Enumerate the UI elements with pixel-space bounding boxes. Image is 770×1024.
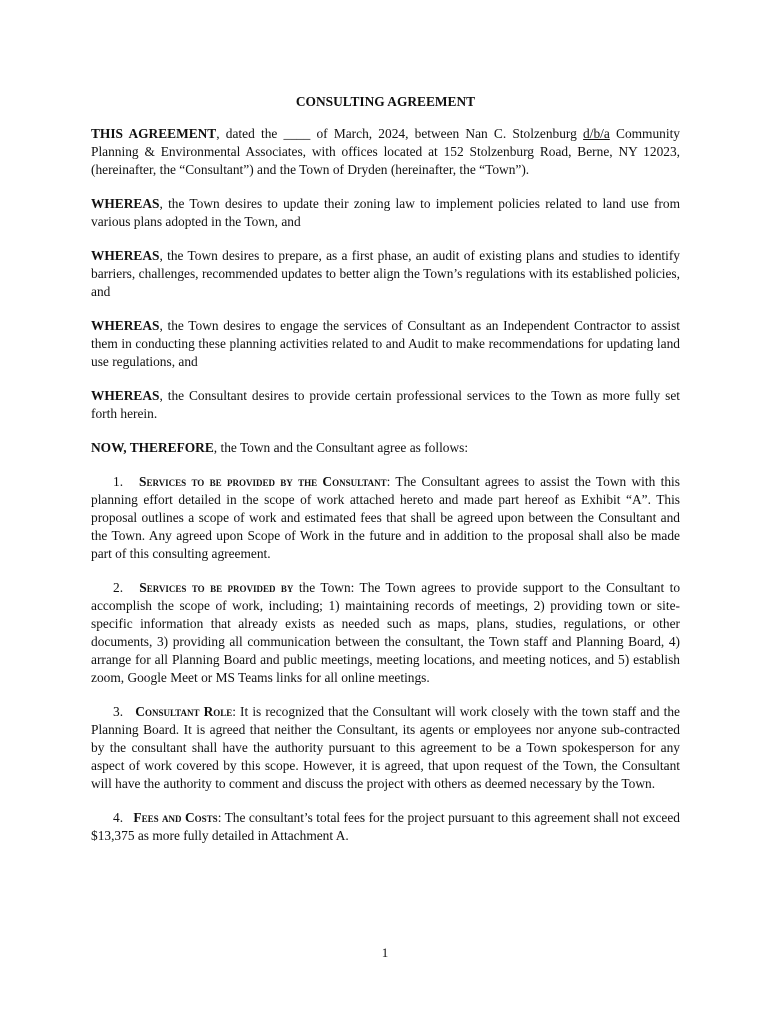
whereas-text: , the Town desires to update their zoning law to implement policies related to land use from various plans adopted in the Town, and: [91, 196, 680, 229]
whereas-lead: WHEREAS: [91, 196, 160, 211]
intro-text-pre: , dated the ____ of March, 2024, between Nan C. Stolzenburg: [216, 126, 584, 141]
whereas-paragraph-3: [91, 317, 680, 371]
section-text: the Town: The Town agrees to provide support to the Consultant to accomplish the scope of work, including; 1) maintaining records of meetings, 2) providing town or site-specific information that already exists as needed such as maps, plans, studies, regulations, or other documents, 3) providing all communication between the consultant, the Town staff and Planning Board, 4) arrange for all Planning Board and public meetings, meeting locations, and meeting notices, and 5) establish zoom, Google Meet or MS Teams links for all online meetings.: [91, 580, 681, 685]
document-title: CONSULTING AGREEMENT: [295, 94, 476, 109]
intro-dba: d/b/a: [583, 126, 610, 141]
section-heading: Services to be provided by the Consultant: [139, 474, 387, 489]
whereas-text: , the Consultant desires to provide certain professional services to the Town as more fully set forth herein.: [91, 388, 680, 421]
section-heading: Consultant Role: [135, 704, 233, 719]
section-text: : It is recognized that the Consultant will work closely with the town staff and the Planning Board. It is agreed that neither the Consultant, its agents or employees nor anyone sub-contracted by the consultant shall have the authority pursuant to this agreement to be a Town spokesperson for any aspect of work covered by this scope. However, it is agreed, that upon request of the Town, the Consultant will have the authority to comment and discuss the project with others as deemed necessary by the Town.: [91, 704, 680, 791]
section-text: : The consultant’s total fees for the project pursuant to this agreement shall not exceed $13,375 as more fully detailed in Attachment A.: [91, 810, 680, 843]
section-3: [91, 703, 680, 793]
section-number: 2.: [113, 580, 124, 595]
section-heading: Services to be provided by: [139, 580, 294, 595]
whereas-lead: WHEREAS: [91, 388, 160, 403]
section-1: [91, 473, 680, 563]
whereas-paragraph-2: [91, 247, 680, 301]
section-text: : The Consultant agrees to assist the Town with this planning effort detailed in the scope of work attached hereto and made part hereof as Exhibit “A”. This proposal outlines a scope of work and estimated fees that shall be agreed upon between the Consultant and the Town. Any agreed upon Scope of Work in the future and in addition to the proposal shall also be made part of this consulting agreement.: [91, 474, 680, 561]
section-number: 1.: [113, 474, 124, 489]
therefore-text: , the Town and the Consultant agree as follows:: [213, 440, 469, 455]
whereas-text: , the Town desires to prepare, as a first phase, an audit of existing plans and studies to identify barriers, challenges, recommended updates to better align the Town’s regulations with its established policies, and: [91, 248, 680, 299]
whereas-lead: WHEREAS: [91, 248, 160, 263]
whereas-lead: WHEREAS: [91, 318, 160, 333]
intro-lead: THIS AGREEMENT: [91, 126, 217, 141]
section-4: [91, 809, 680, 845]
page-number: 1: [381, 945, 389, 960]
document-page: [91, 93, 680, 861]
therefore-lead: NOW, THEREFORE: [91, 440, 214, 455]
section-heading: Fees and Costs: [133, 810, 218, 825]
therefore-paragraph: [91, 439, 680, 457]
intro-text-post: Community Planning & Environmental Associates, with offices located at 152 Stolzenburg Road, Berne, NY 12023, (hereinafter, the “Consultant”) and the Town of Dryden (hereinafter, the “Town”).: [91, 126, 680, 177]
section-number: 3.: [113, 704, 124, 719]
section-2: [91, 579, 680, 687]
whereas-paragraph-1: [91, 195, 680, 231]
intro-paragraph: [91, 125, 680, 179]
section-number: 4.: [113, 810, 124, 825]
whereas-paragraph-4: [91, 387, 680, 423]
whereas-text: , the Town desires to engage the services of Consultant as an Independent Contractor to assist them in conducting these planning activities related to and Audit to make recommendations for updating land use regulations, and: [91, 318, 680, 369]
